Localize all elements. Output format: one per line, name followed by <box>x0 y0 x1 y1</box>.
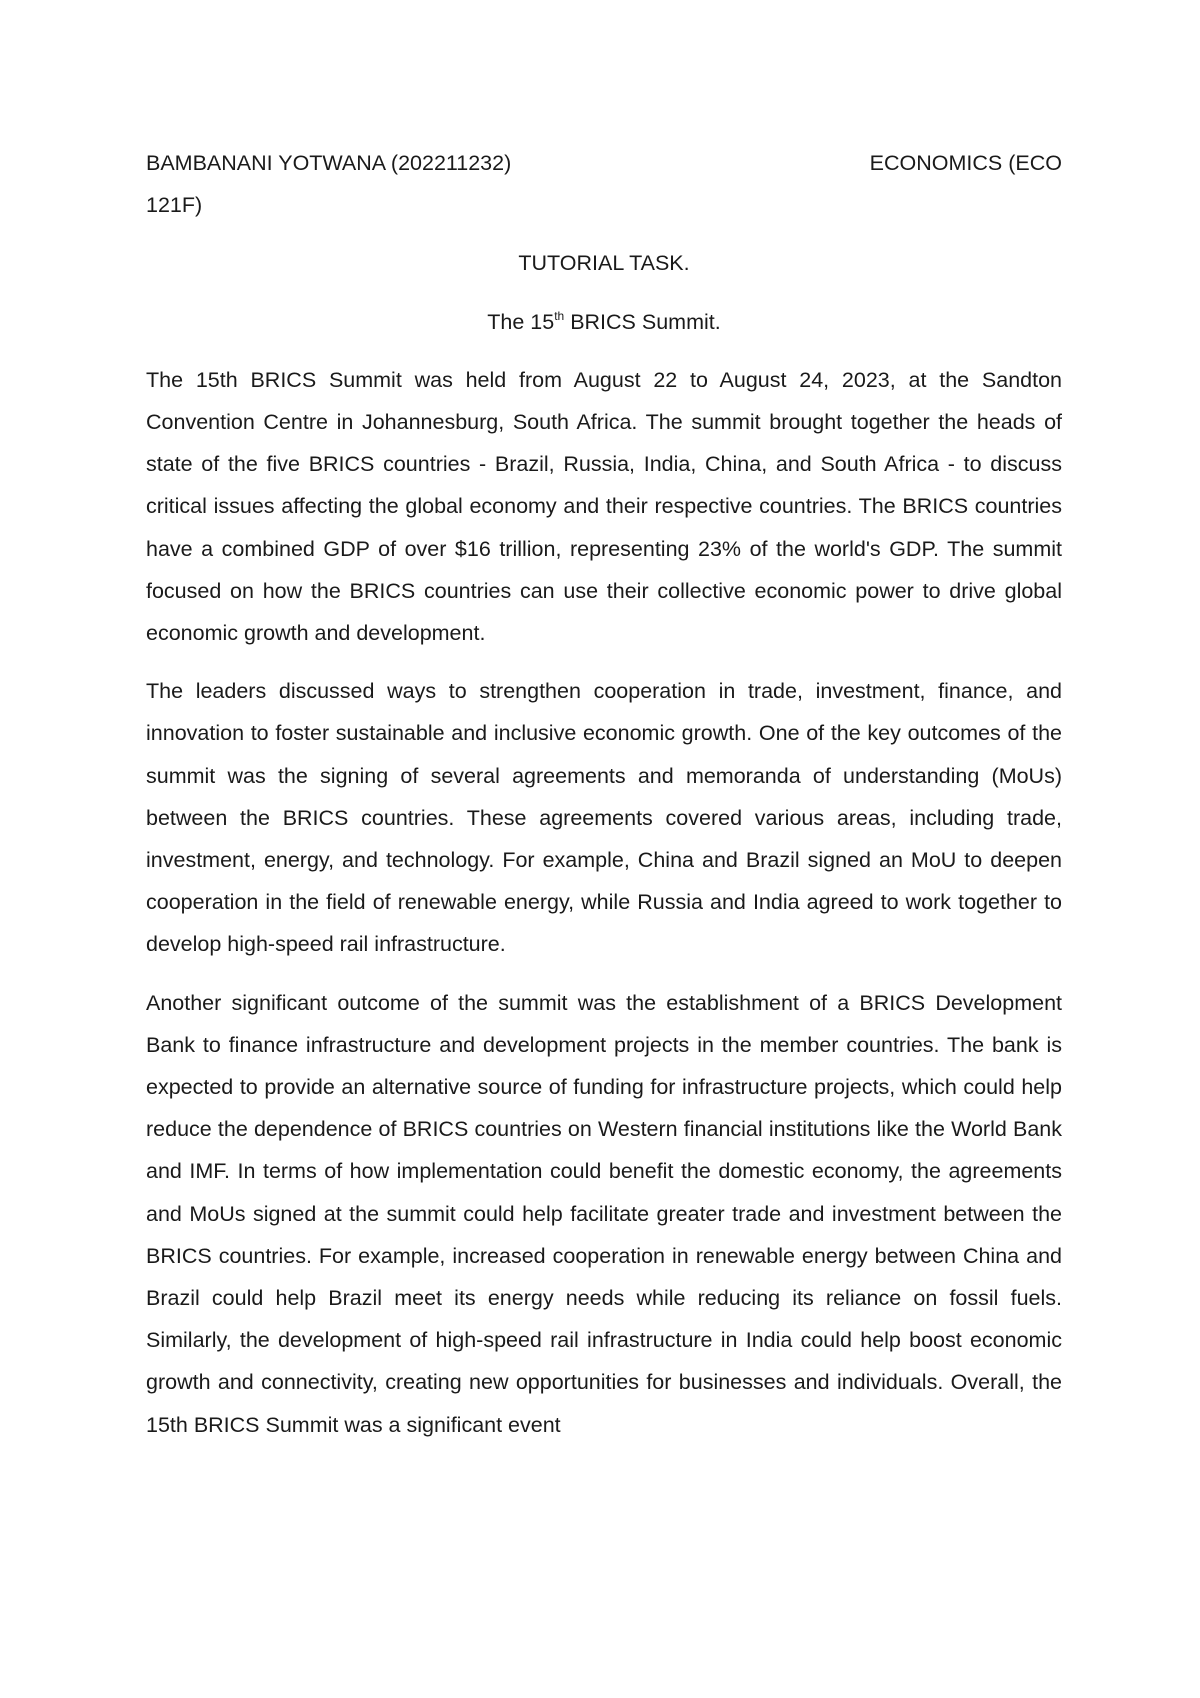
title-superscript: th <box>554 308 565 323</box>
title-prefix: The 15 <box>487 309 555 334</box>
title-suffix: BRICS Summit. <box>564 309 721 334</box>
document-title <box>146 301 1062 343</box>
document-header <box>146 142 1062 226</box>
task-heading: TUTORIAL TASK. <box>518 251 690 276</box>
course-code-continued: 121F) <box>146 193 203 218</box>
course-code: ECONOMICS (ECO <box>869 151 1062 175</box>
paragraph-development-bank: Another significant outcome of the summit was the establishment of a BRICS Development Bank to finance infrastructure and development projects in the member countries. The bank is expected to provide an alternative source of funding for infrastructure projects, which could help reduce the dependence of BRICS countries on Western financial institutions like the World Bank and IMF. In terms of how implementation could benefit the domestic economy, the agreements and MoUs signed at the summit could help facilitate greater trade and investment between the BRICS countries. For example, increased cooperation in renewable energy between China and Brazil could help Brazil meet its energy needs while reducing its reliance on fossil fuels. Similarly, the development of high-speed rail infrastructure in India could help boost economic growth and connectivity, creating new opportunities for businesses and individuals. Overall, the 15th BRICS Summit was a significant event <box>146 990 1062 1437</box>
paragraph-intro: The 15th BRICS Summit was held from August 22 to August 24, 2023, at the Sandton Convention Centre in Johannesburg, South Africa. The summit brought together the heads of state of the five BRICS countries - Brazil, Russia, India, China, and South Africa - to discuss critical issues affecting the global economy and their respective countries. The BRICS countries have a combined GDP of over $16 trillion, representing 23% of the world's GDP. The summit focused on how the BRICS countries can use their collective economic power to drive global economic growth and development. <box>146 367 1062 646</box>
author-name: BAMBANANI YOTWANA (202211232) <box>146 151 512 175</box>
paragraph-cooperation: The leaders discussed ways to strengthen cooperation in trade, investment, finance, and innovation to foster sustainable and inclusive economic growth. One of the key outcomes of the summit was the signing of several agreements and memoranda of understanding (MoUs) between the BRICS countries. These agreements covered various areas, including trade, investment, energy, and technology. For example, China and Brazil signed an MoU to deepen cooperation in the field of renewable energy, while Russia and India agreed to work together to develop high-speed rail infrastructure. <box>146 679 1062 957</box>
header-line <box>146 142 1062 184</box>
